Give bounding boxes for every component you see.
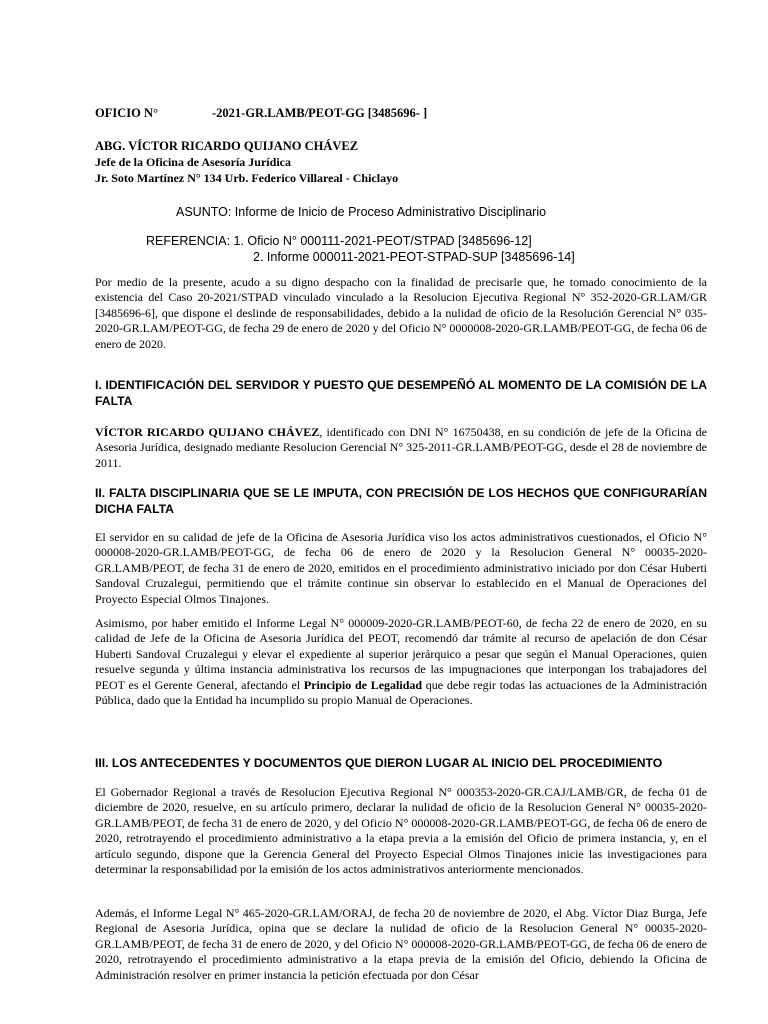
section-2-p2-text-b: que debe regir todas las actuaciones de la Administración Pública, dado que la Entidad ha incumplido su propio Manual de Operaciones. xyxy=(95,677,707,708)
recipient-name: ABG. VÍCTOR RICARDO QUIJANO CHÁVEZ xyxy=(95,139,359,153)
oficio-line xyxy=(95,106,427,121)
recipient-address: Jr. Soto Martínez N° 134 Urb. Federico Villareal - Chiclayo xyxy=(95,171,399,185)
referencia-line-2: 2. Informe 000011-2021-PEOT-STPAD-SUP [3485696-14] xyxy=(253,250,575,264)
section-3-paragraph-1: El Gobernador Regional a través de Resolucion Ejecutiva Regional N° 000353-2020-GR.CAJ/LAMB/GR, de fecha 01 de diciembre de 2020, resuelve, en su artículo primero, declarar la nulidad de oficio de la Resolucion General N° 00035-2020-GR.LAMB/PEOT, de fecha 31 de enero de 2020, y del Oficio N° 000008-2020-GR.LAMB/PEOT-GG, de fecha 06 de enero de 2020, retrotrayendo el procedimiento administrativo a la etapa previa a la emisión del Oficio de primera instancia, y, en el artículo segundo, dispone que la Gerencia General del Proyecto Especial Olmos Tinajones inicie las investigaciones para determinar la responsabilidad por la emisión de los actos administrativos anteriormente mencionados. xyxy=(95,785,707,877)
section-1-title: I. IDENTIFICACIÓN DEL SERVIDOR Y PUESTO QUE DESEMPEÑÓ AL MOMENTO DE LA COMISIÓN DE LA FALTA xyxy=(95,378,707,408)
oficio-number: -2021-GR.LAMB/PEOT-GG [3485696- ] xyxy=(212,106,428,120)
oficio-label: OFICIO N° xyxy=(95,106,158,120)
recipient-block xyxy=(95,138,398,186)
section-2-paragraph-1: El servidor en su calidad de jefe de la Oficina de Asesoria Jurídica viso los actos administrativos cuestionados, el Oficio N° 000008-2020-GR.LAMB/PEOT-GG, de fecha 06 de enero de 2020 y la Resolucion General N° 00035-2020-GR.LAMB/PEOT, de fecha 31 de enero de 2020, emitidos en el procedimiento administrativo iniciado por don César Huberti Sandoval Cruzalegui, permitiendo que el trámite continue sin observar lo establecido en el Manual de Operaciones del Proyecto Especial Olmos Tinajones. xyxy=(95,530,707,606)
section-2-paragraph-2 xyxy=(95,616,707,708)
section-3-title: III. LOS ANTECEDENTES Y DOCUMENTOS QUE DIERON LUGAR AL INICIO DEL PROCEDIMIENTO xyxy=(95,756,663,770)
section-2-p2-text-a: Asimismo, por haber emitido el Informe Legal N° 000009-2020-GR.LAMB/PEOT-60, de fecha 22 de enero de 2020, en su calidad de Jefe de la Oficina de Asesoria Jurídica del PEOT, recomendó dar trámite al recurso de apelación de don César Huberti Sandoval Cruzalegui y elevar el expediente al superior jerárquico a pesar que según el Manual Operaciones, quien resuelve segunda y última instancia administrativa los recursos de las impugnaciones que interpongan los trabajadores del PEOT es el Gerente General, afectando el xyxy=(95,616,707,692)
section-3-paragraph-2: Además, el Informe Legal N° 465-2020-GR.LAM/ORAJ, de fecha 20 de noviembre de 2020, el Abg. Víctor Diaz Burga, Jefe Regional de Asesoria Jurídica, opina que se declare la nulidad de oficio de la Resolucion General N° 00035-2020-GR.LAMB/PEOT, de fecha 31 de enero de 2020, y del Oficio N° 000008-2020-GR.LAMB/PEOT-GG, de fecha 06 de enero de 2020, retrotrayendo el procedimiento administrativo a la etapa previa de la emisión del Oficio, debiendo la Oficina de Administración resolver en primer instancia la petición efectuada por don César xyxy=(95,906,707,982)
referencia-block xyxy=(146,233,575,265)
principio-legalidad: Principio de Legalidad xyxy=(303,677,423,692)
referencia-line-1: REFERENCIA: 1. Oficio N° 000111-2021-PEOT/STPAD [3485696-12] xyxy=(146,234,532,248)
section-1-paragraph xyxy=(95,425,707,471)
recipient-position: Jefe de la Oficina de Asesoría Jurídica xyxy=(95,155,291,169)
asunto-line: ASUNTO: Informe de Inicio de Proceso Administrativo Disciplinario xyxy=(176,205,547,219)
servant-name: VÍCTOR RICARDO QUIJANO CHÁVEZ xyxy=(95,425,320,439)
section-1-text: , identificado con DNI N° 16750438, en su condición de jefe de la Oficina de Asesoria Jurídica, designado mediante Resolucion Gerencial N° 325-2011-GR.LAMB/PEOT-GG, desde el 28 de noviembre de 2011. xyxy=(95,425,707,470)
intro-paragraph: Por medio de la presente, acudo a su digno despacho con la finalidad de precisarle que, he tomado conocimiento de la existencia del Caso 20-2021/STPAD vinculado vinculado a la Resolucion Ejecutiva Regional N° 352-2020-GR.LAM/GR [3485696-6], que dispone el deslinde de responsabilidades, debido a la nulidad de oficio de la Resolución Gerencial N° 035-2020-GR.LAM/PEOT-GG, de fecha 29 de enero de 2020 y del Oficio N° 0000008-2020-GR.LAMB/PEOT-GG, de fecha 06 de enero de 2020. xyxy=(95,275,707,351)
section-2-title: II. FALTA DISCIPLINARIA QUE SE LE IMPUTA, CON PRECISIÓN DE LOS HECHOS QUE CONFIGURARÍAN DICHA FALTA xyxy=(95,486,707,516)
